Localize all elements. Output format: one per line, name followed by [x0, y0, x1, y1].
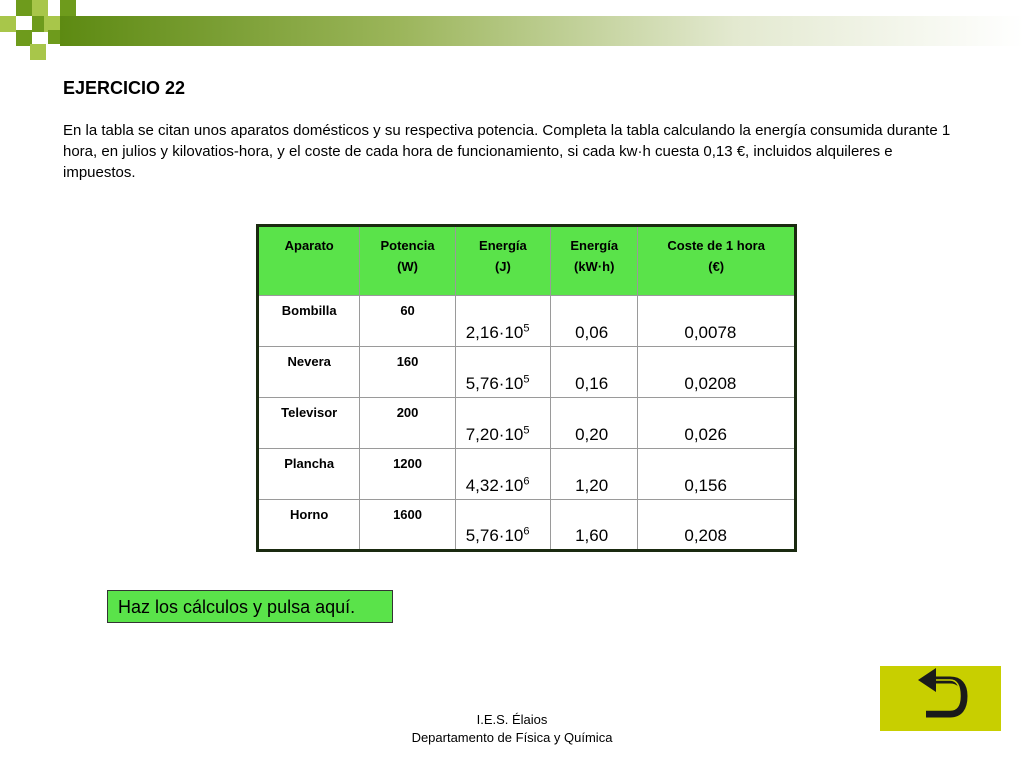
- cell-aparato: Nevera: [258, 347, 360, 398]
- cell-coste: 0,208: [638, 500, 796, 551]
- table-header-row: [258, 226, 796, 296]
- cell-energia-kwh: 0,20: [551, 398, 638, 449]
- cell-energia-kwh: 1,20: [551, 449, 638, 500]
- cell-energia-j: $5,76\cdot 10^6$: [455, 500, 550, 551]
- cell-aparato: Plancha: [258, 449, 360, 500]
- cell-potencia: 160: [360, 347, 455, 398]
- cell-energia-j: $5,76\cdot 10^5$: [455, 347, 550, 398]
- exercise-title: EJERCICIO 22: [63, 78, 186, 98]
- cell-energia-j: $4,32\cdot 10^6$: [455, 449, 550, 500]
- cell-aparato: Bombilla: [258, 296, 360, 347]
- cell-energia-kwh: 0,06: [551, 296, 638, 347]
- cell-aparato: Horno: [258, 500, 360, 551]
- cell-coste: 0,0208: [638, 347, 796, 398]
- header-energia-kwh: Energía (kW·h): [551, 226, 638, 296]
- cell-potencia: 1600: [360, 500, 455, 551]
- header-energia-j: Energía (J): [455, 226, 550, 296]
- footer-department: Departamento de Física y Química: [411, 730, 613, 745]
- cell-energia-j: $2,16\cdot 10^5$: [455, 296, 550, 347]
- cell-coste: 0,026: [638, 398, 796, 449]
- header-potencia: Potencia (W): [360, 226, 455, 296]
- cell-aparato: Televisor: [258, 398, 360, 449]
- footer-school: I.E.S. Élaios: [476, 712, 548, 727]
- back-button[interactable]: [880, 666, 1001, 731]
- table-row: [258, 449, 796, 500]
- footer: [300, 711, 724, 747]
- table-row: [258, 347, 796, 398]
- top-gradient-bar: [60, 16, 1024, 46]
- header-aparato: Aparato: [258, 226, 360, 296]
- table-row: [258, 296, 796, 347]
- cell-coste: 0,156: [638, 449, 796, 500]
- cell-potencia: 1200: [360, 449, 455, 500]
- cell-energia-j: $7,20\cdot 10^5$: [455, 398, 550, 449]
- return-arrow-icon: [880, 666, 1001, 731]
- appliance-table: [256, 224, 797, 552]
- cell-energia-kwh: 0,16: [551, 347, 638, 398]
- table-row: [258, 398, 796, 449]
- cell-coste: 0,0078: [638, 296, 796, 347]
- exercise-description: En la tabla se citan unos aparatos domésticos y su respectiva potencia. Completa la tabla calculando la energía consumida durante 1 hora, en julios y kilovatios-hora, y el coste de cada hora de funcionamiento, si cada kw·h cuesta 0,13 €, incluidos alquileres e impuestos.: [63, 122, 951, 181]
- cell-energia-kwh: 1,60: [551, 500, 638, 551]
- cell-potencia: 200: [360, 398, 455, 449]
- table-row: [258, 500, 796, 551]
- calculate-button[interactable]: Haz los cálculos y pulsa aquí.: [107, 590, 393, 623]
- cell-potencia: 60: [360, 296, 455, 347]
- header-coste: Coste de 1 hora (€): [638, 226, 796, 296]
